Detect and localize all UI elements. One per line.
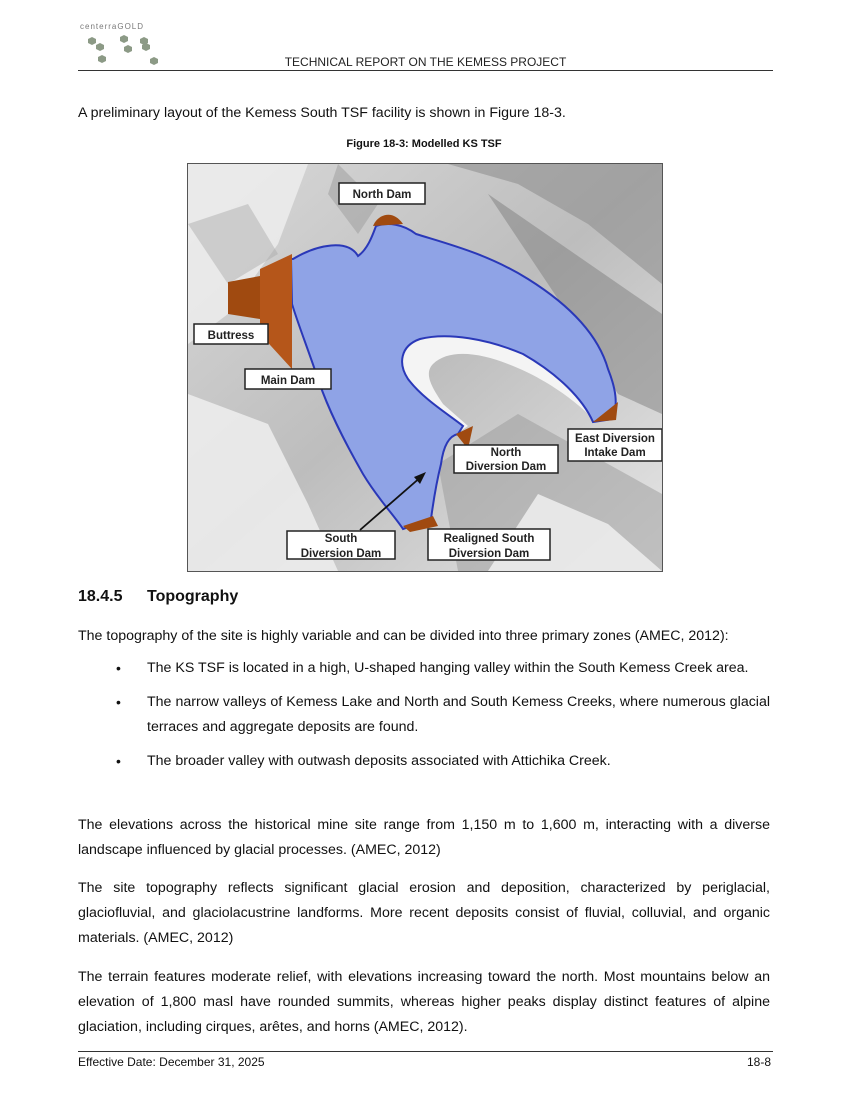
effective-date: Effective Date: December 31, 2025: [78, 1055, 265, 1069]
buttress-dam: [228, 276, 260, 319]
label-north-dam-text: North Dam: [352, 189, 412, 201]
paragraph-zones-intro: The topography of the site is highly variable and can be divided into three primary zones (AMEC, 2012):: [78, 628, 729, 644]
zones-list: [78, 656, 770, 783]
label-realigned-text-1: Realigned South: [443, 533, 535, 545]
label-realigned-south: [428, 529, 550, 560]
paragraph-terrain-relief: The terrain features moderate relief, with elevations increasing toward the north. Most mountains below an elevation of 1,800 masl have rounded summits, whereas higher peaks display distinct features of alpine glaciation, including cirques, arêtes, and horns (AMEC, 2012).: [78, 969, 770, 1035]
tsf-map: [188, 164, 662, 571]
label-main-dam: [245, 369, 331, 389]
label-south-diversion: [287, 531, 395, 560]
label-north-diversion: [454, 445, 558, 473]
list-item: • The KS TSF is located in a high, U-shaped hanging valley within the South Kemess Creek area.: [78, 656, 770, 681]
report-title: TECHNICAL REPORT ON THE KEMESS PROJECT: [284, 55, 567, 69]
figure-caption: Figure 18-3: Modelled KS TSF: [346, 138, 502, 150]
list-item: • The broader valley with outwash deposits associated with Attichika Creek.: [78, 749, 770, 774]
label-east-diversion: [568, 429, 662, 461]
label-main-dam-text: Main Dam: [260, 375, 316, 387]
logo-text: centerraGOLD: [80, 22, 145, 31]
label-buttress-text: Buttress: [207, 330, 255, 342]
page-number: 18-8: [746, 1055, 771, 1069]
label-east-diversion-text-2: Intake Dam: [584, 447, 646, 459]
label-north-diversion-text-2: Diversion Dam: [465, 461, 547, 473]
section-heading: [78, 588, 238, 606]
section-title: Topography: [147, 588, 239, 605]
intro-paragraph: A preliminary layout of the Kemess South TSF facility is shown in Figure 18-3.: [78, 105, 566, 121]
section-number: 18.4.5: [78, 588, 123, 605]
label-south-diversion-text-1: South: [324, 533, 358, 545]
list-item: • The narrow valleys of Kemess Lake and North and South Kemess Creeks, where numerous glacial terraces and aggregate deposits are found.: [78, 690, 770, 740]
label-south-diversion-text-2: Diversion Dam: [300, 548, 382, 560]
label-buttress: [194, 324, 268, 344]
label-realigned-text-2: Diversion Dam: [448, 548, 530, 560]
paragraph-site-topography: The site topography reflects significant glacial erosion and deposition, characterized by periglacial, glaciofluvial, and glaciolacustrine landforms. More recent deposits consist of fluvial, colluvial, and organic materials. (AMEC, 2012): [78, 880, 770, 946]
footer-divider: [78, 1051, 773, 1052]
label-north-dam: [339, 183, 425, 204]
label-north-diversion-text-1: North: [490, 447, 522, 459]
paragraph-elevations: The elevations across the historical mine site range from 1,150 m to 1,600 m, interacting with a diverse landscape influenced by glacial processes. (AMEC, 2012): [78, 817, 770, 858]
tsf-figure: [187, 163, 663, 572]
header-divider: [78, 70, 773, 71]
label-east-diversion-text-1: East Diversion: [575, 433, 655, 445]
